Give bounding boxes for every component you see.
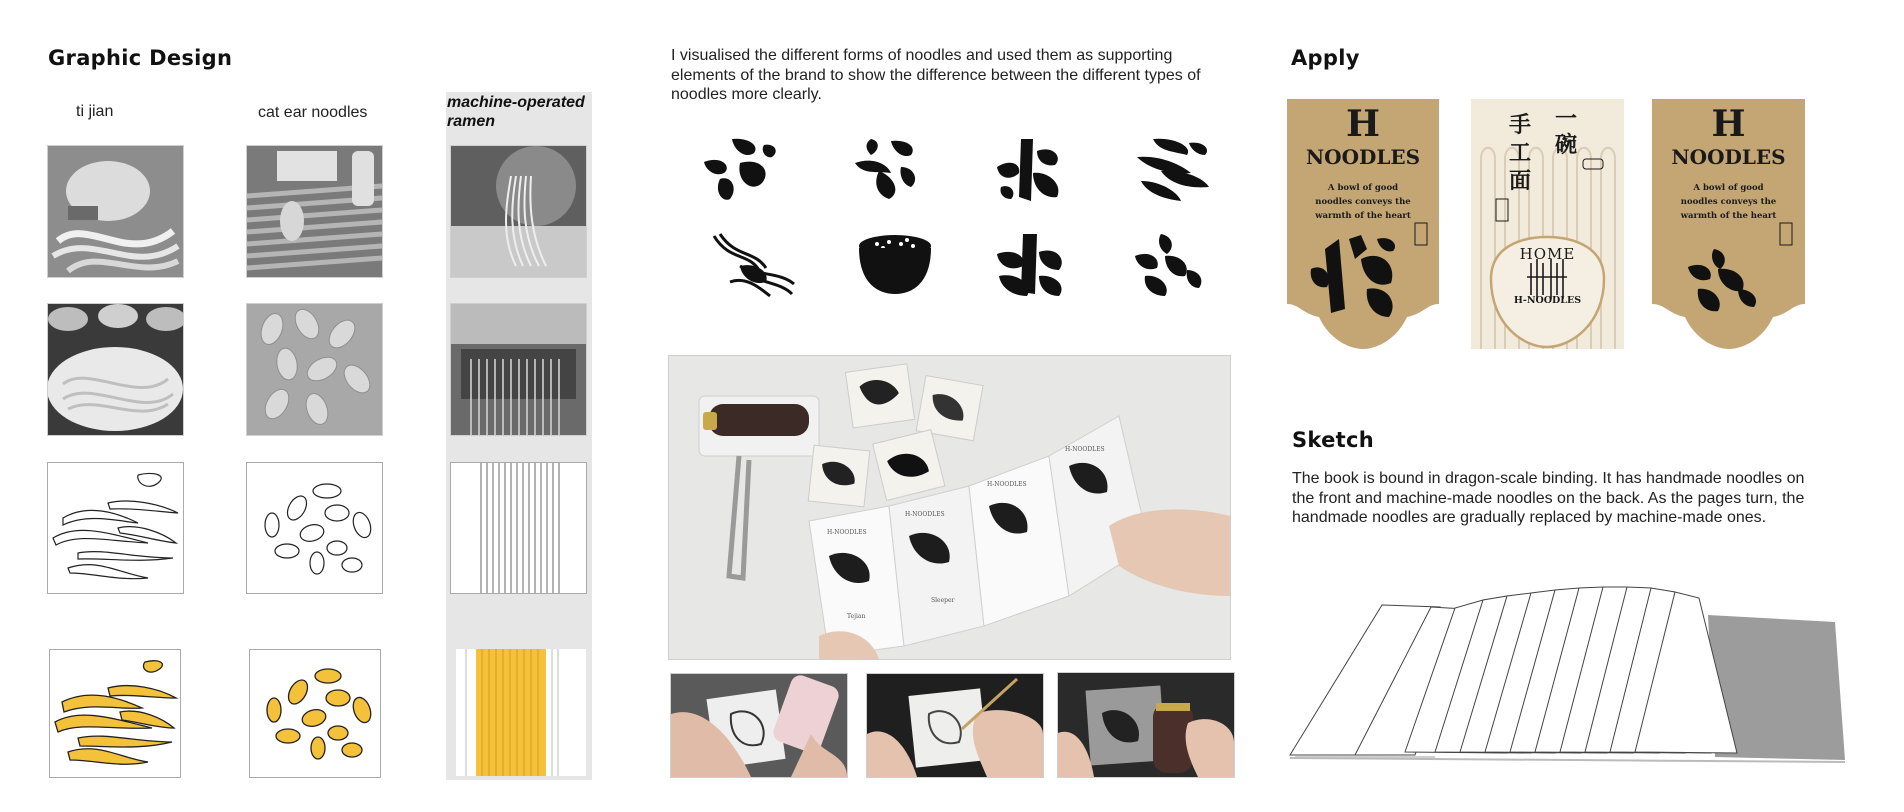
svg-text:Sleeper: Sleeper (931, 597, 955, 604)
noodle-tag-1 (1287, 99, 1439, 349)
noodle-glyph-8 (1131, 232, 1207, 298)
noodle-glyph-7 (993, 232, 1069, 298)
machine-ramen-label: machine-operated ramen (447, 94, 585, 130)
process-photo-2 (866, 673, 1044, 778)
svg-text:H-NOODLES: H-NOODLES (827, 529, 867, 536)
machine-ramen-yellow-graphic (456, 649, 586, 776)
noodle-glyph-2 (851, 137, 921, 203)
process-photo-1 (670, 673, 848, 778)
svg-text:Tejian: Tejian (847, 613, 866, 620)
noodle-glyph-6-bowl (855, 232, 935, 298)
ti-jian-yellow-graphic (49, 649, 181, 778)
process-photo-3 (1057, 672, 1235, 778)
cat-ear-line-sketch (246, 462, 383, 594)
machine-ramen-photo-1 (450, 145, 587, 278)
booklet-photo (668, 355, 1231, 660)
tag-2-char-5: 碗 (1555, 133, 1578, 158)
noodle-glyph-3 (993, 137, 1065, 203)
ti-jian-label: ti jian (76, 103, 114, 120)
cat-ear-photo-1 (246, 145, 383, 278)
ti-jian-photo-2 (47, 303, 184, 436)
tag-3-text: A bowl of good noodles conveys the warmth of the heart (1680, 183, 1777, 221)
tag-3-title: NOODLES (1671, 145, 1786, 169)
tag-2-sub: H-NOODLES (1513, 295, 1582, 306)
graphic-design-heading: Graphic Design (48, 46, 233, 70)
tag-2-char-2: 工 (1509, 141, 1532, 166)
ti-jian-photo-1 (47, 145, 184, 278)
noodle-glyph-5 (710, 232, 798, 298)
tag-1-title: NOODLES (1305, 145, 1421, 169)
cat-ear-label: cat ear noodles (258, 104, 368, 121)
tag-2-logo: HOME (1519, 245, 1576, 263)
sketch-heading: Sketch (1292, 428, 1375, 452)
sketch-description: The book is bound in dragon-scale binding. It has handmade noodles on the front and machine-made noodles on the back. As the pages turn, the handmade noodles are gradually replaced by machine-made ones. (1292, 470, 1805, 526)
svg-text:H-NOODLES: H-NOODLES (905, 511, 945, 518)
ti-jian-line-sketch (47, 462, 184, 594)
tag-2-char-4: 一 (1555, 107, 1578, 132)
noodle-glyph-4 (1131, 137, 1213, 203)
apply-heading: Apply (1291, 46, 1360, 70)
noodle-tag-3 (1652, 99, 1805, 349)
cat-ear-photo-2 (246, 303, 383, 436)
machine-ramen-photo-2 (450, 303, 587, 436)
tag-2-char-3: 面 (1509, 169, 1532, 194)
noodle-tag-2 (1471, 99, 1624, 349)
noodle-forms-intro: I visualised the different forms of noodles and used them as supporting elements of the brand to show the difference between the different types of noodles more clearly. (671, 47, 1201, 103)
tag-3-letter: H (1711, 103, 1746, 145)
cat-ear-yellow-graphic (249, 649, 381, 778)
machine-ramen-line-sketch (450, 462, 587, 594)
tag-1-text: A bowl of good noodles conveys the warmth of the heart (1315, 183, 1411, 221)
svg-text:H-NOODLES: H-NOODLES (1065, 446, 1105, 453)
noodle-glyph-1 (702, 137, 782, 203)
dragon-scale-binding-sketch (1285, 560, 1850, 765)
svg-text:H-NOODLES: H-NOODLES (987, 481, 1027, 488)
tag-2-char-1: 手 (1509, 113, 1532, 138)
tag-1-letter: H (1345, 103, 1380, 145)
